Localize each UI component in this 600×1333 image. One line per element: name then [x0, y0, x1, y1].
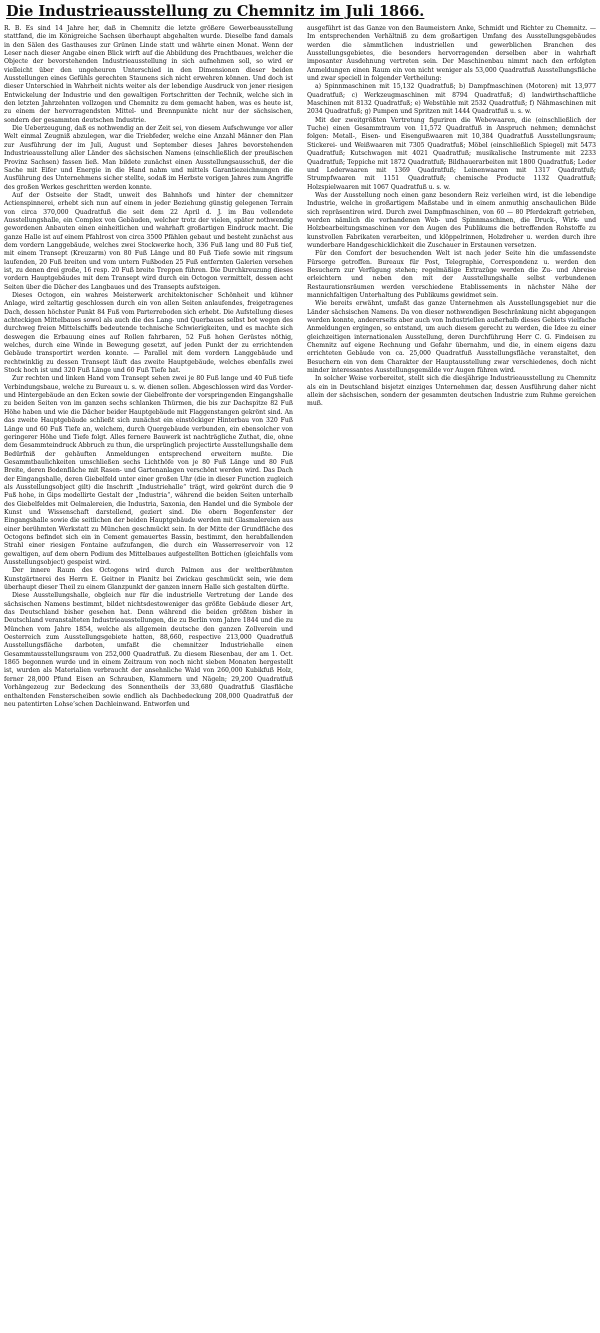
left-column	[4, 25, 293, 1329]
paragraph: Auf der Ostseite der Stadt, unweit des Bahnhofs und hinter der chemnitzer Actienspinnerei, erhebt sich nun auf einem in jeder Beziehung günstig gelegenen Terrain von circa 370,000 Quadratfuß die seit dem 22 April d. J. im Bau vollendete Ausstellungshalle, ein Complex von Gebäuden, welcher trotz der vielen, später nothwendig gewordenen Anbauten einen einheitlichen und wahrhaft großartigen Eindruck macht. Die ganze Halle ist auf einem Pfahlrost von circa 3500 Pfählen gebaut und besteht zunächst aus dem vordern Langgebäude, welches zwei Stockwerke hoch, 336 Fuß lang und 80 Fuß tief, mit einem Transept (Kreuzarm) von 80 Fuß Länge und 80 Fuß Tiefe sowie mit ringsum laufenden, 20 Fuß breiten und vom untern Fußboden 25 Fuß entfernten Galerien versehen ist, zu denen drei große, 16 resp. 20 Fuß breite Treppen führen. Die Durchkreuzung dieses vordern Hauptgebäudes mit dem Transept wird durch ein Octogon vermittelt, dessen acht Seiten über die Dächer des Langbaues und des Transepts aufsteigen.	[4, 191, 293, 291]
paragraph: Mit der zweitgrößten Vertretung figuriren die Webewaaren, die (einschließlich der Tuche) einen Gesammtraum von 11,572 Quadratfuß in Anspruch nehmen; demnächst folgen: Metall-, Eisen- und Eisengußwaaren mit 10,384 Quadratfuß Ausstellungsraum; Stickerei- und Weißwaaren mit 7305 Quadratfuß; Möbel (einschließlich Spiegel) mit 5473 Quadratfuß; Kutschwagen mit 4021 Quadratfuß; musikalische Instrumente mit 2233 Quadratfuß; Teppiche mit 1872 Quadratfuß; Bildhauerarbeiten mit 1800 Quadratfuß; Leder und Lederwaaren mit 1369 Quadratfuß; Leinenwaaren mit 1317 Quadratfuß; Strumpfwaaren mit 1151 Quadratfuß; chemische Producte 1132 Quadratfuß; Holzspielwaaren mit 1067 Quadratfuß u. s. w.	[307, 116, 596, 191]
paragraph: Diese Ausstellungshalle, obgleich nur für die industrielle Vertretung der Lande des sächsischen Namens bestimmt, bildet nichtsdestoweniger das größte Gebäude dieser Art, das Deutschland bisher gesehen hat. Denn während die beiden größten bisher in Deutschland veranstalteten Industrieausstellungen, die zu Berlin vom Jahre 1844 und die zu München vom Jahre 1854, welche als allgemein deutsche den ganzen Zollverein und Oesterreich zum Ausstellungsgebiete hatten, 88,660, respective 213,000 Quadratfuß Ausstellungsfläche darboten, umfaßt die chemnitzer Industriehalle einen Gesammtausstellungsraum von 252,000 Quadratfuß. Zu diesem Riesenbau, der am 1. Oct. 1865 begonnen wurde und in einem Zeitraum von noch nicht sieben Monaten hergestellt ist, wurden als Materialien verbraucht der ansehnliche Wald von 260,000 Kubikfuß Holz, ferner 28,000 Pfund Eisen an Schrauben, Klammern und Nägeln; 29,200 Quadratfuß Vorhängezeug zur Bedeckung des Sonnentheils der 33,680 Quadratfuß Glasfläche enthaltenden Fensterscheiben sowie endlich als Dachbedeckung 208,000 Quadratfuß der neu patentirten Lohse’schen Dachleinwand. Entworfen und	[4, 592, 293, 708]
paragraph: Der innere Raum des Octogons wird durch Palmen aus der weltberühmten Kunstgärtnerei des Herrn E. Geitner in Planitz bei Zwickau geschmückt sein, wie dem überhaupt dieser Theil zu einem Glanzpunkt der ganzen innern Halle sich gestalten dürfte.	[4, 567, 293, 592]
paragraph: Was der Ausstellung noch einen ganz besondern Reiz verleihen wird, ist die lebendige Industrie, welche in großartigem Maßstabe und in einem anmuthig anschaulichen Bilde sich repräsentiren wird. Durch zwei Dampfmaschinen, von 60 — 80 Pferdekraft getrieben, werden nämlich die vorhandenen Web- und Spinnmaschinen, die Druck-, Wirk- und Holzbearbeitungsmaschinen vor den Augen des Publikums die betreffenden Rohstoffe zu kunstvollen Fabrikaten verarbeiten, und klöppelrinnen, Holzdreher u. werden durch ihre wunderbare Handgeschicklichkeit die Zuschauer in Erstaunen versetzen.	[307, 191, 596, 249]
paragraph: R. B. Es sind 14 Jahre her, daß in Chemnitz die letzte größere Gewerbeausstellung stattfand, die im Königreiche Sachsen überhaupt abgehalten wurde. Dieselbe fand damals in den Sälen des Gasthauses zur Grünen Linde statt und währte einen Monat. Wenn der Leser nach dieser Angabe einen Blick wirft auf die Abbildung des Prachtbaues, welcher die Objecte der bevorstehenden Industrieausstellung in sich aufnehmen soll, so wird er vielleicht über den ungeheuren Unterschied in den Dimensionen dieser beiden Ausstellungen eines Gefühls gerechten Staunens sich nicht erwehren können. Und doch ist dieser Unterschied in Wahrheit nichts weiter als der lebendige Ausdruck von jener riesigen Entwickelung der Industrie und den gewaltigen Fortschritten der Technik, welche sich in den letzten Jahrzehnten vollzogen und Chemnitz zu dem gemacht haben, was es heute ist, zu einem der hervorragendsten Mittel- und Brennpunkte nicht nur der sächsischen, sondern der gesammten deutschen Industrie.	[4, 25, 293, 124]
paragraph: Dieses Octogon, ein wahres Meisterwerk architektonischer Schönheit und kühner Anlage, wird zeltartig geschlossen durch ein von allen Seiten anlaufendes, freigetragenes Dach, dessen höchster Punkt 84 Fuß vom Parterreboden sich erhebt. Die Aufstellung dieses achteckigen Mittelbaues sowol als auch die des Lang- und Querbaues selbst bot wegen des durchweg freien Mittelschiffs bedeutende technische Schwierigkeiten, und es machte sich deswegen die Erbauung eines auf Rollen fahrbaren, 52 Fuß hohen Gerüstes nöthig, welches, durch eine Winde in Bewegung gesetzt, auf jeden Punkt der zu errichtenden Gebäude transportirt werden konnte. — Parallel mit dem vordern Langgebäude und rechtwinklig zu dessen Transept läuft das zweite Hauptgebäude, welches ebenfalls zwei Stock hoch ist und 320 Fuß Länge und 60 Fuß Tiefe hat.	[4, 292, 293, 375]
article-body	[4, 25, 596, 1329]
paragraph: Zur rechten und linken Hand vom Transept sehen zwei je 80 Fuß lange und 40 Fuß tiefe Verbindungsbaue, welche zu Bureaux u. s. w. dienen sollen. Abgeschlossen wird das Vorder- und Hintergebäude an den Ecken sowie der Giebelfronte der vorspringenden Eingangshalle zu beiden Seiten von im ganzen sechs schlanken Thürmen, die bis zur Dachspitze 82 Fuß Höhe haben und wie die Dächer beider Hauptgebäude mit Flaggenstangen gekrönt sind. An das zweite Hauptgebäude schließt sich zunächst ein einstöckiger Hinterbau von 320 Fuß Länge und 60 Fuß Tiefe an, welchem, durch Quergebäude verbunden, ein ebensolcher von geringerer Höhe und Tiefe folgt. Alles fernere Bauwerk ist nachträgliche Zuthat, die, ohne dem Gesammteindruck Abbruch zu thun, die ursprünglich projectirte Ausstellungshalle dem Bedürfniß der gehäuften Anmeldungen entsprechend erweitern mußte. Die Gesammtbaulichkeiten umschließen sechs Lichthöfe von je 80 Fuß Länge und 80 Fuß Breite, deren Bodenfläche mit Rasen- und Gartenanlagen verschönt werden wird. Das Dach der Eingangshalle, deren Giebelfeld unter einer großen Uhr (die in dieser Function zugleich als Ausstellungsobject gilt) die Inschrift „Industriehalle“ trägt, wird gekrönt durch die 9 Fuß hohe, in Gips modellirte Gestalt der „Industria“, während die beiden Seiten unterhalb des Giebelfeldes mit Oelmalereien, die Industria, Saxonia, den Handel und die Symbole der Kunst und Wissenschaft darstellend, geziert sind. Die obern Bogenfenster der Eingangshalle sowie die seitlichen der beiden Hauptgebäude werden mit Glasmalereien aus einer berühmten Werkstatt zu München geschmückt sein. In der Mitte der Grundfläche des Octogons befindet sich ein in Cement gemauertes Bassin, bestimmt, den herabfallenden Strahl einer riesigen Fontaine aufzufangen, die durch ein Wasserreservoir von 12 gewaltigen, auf dem obern Podium des Mittelbaues aufgestellten Bottichen (gleichfalls vom Ausstellungsobject) gespeist wird.	[4, 375, 293, 566]
right-column	[307, 25, 596, 1329]
paragraph: Die Ueberzeugung, daß es nothwendig an der Zeit sei, von diesem Aufschwunge vor aller Welt einmal Zeugniß abzulegen, war die Triebfeder, welche eine Anzahl Männer den Plan zur Ausführung der im Juli, August und September dieses Jahres bevorstehenden Industrieausstellung aller Länder des sächsischen Namens (einschließlich der preußischen Provinz Sachsen) fassen ließ. Man bildete zunächst einen Ausstellungsausschuß, der die Sache mit Eifer und Energie in die Hand nahm und mittels Garantiezeichnungen die Ausführung des Unternehmens sicher stellte, sodaß im Herbste vorigen Jahres zum Angriffe des großen Werkes geschritten werden konnte.	[4, 125, 293, 191]
paragraph: a) Spinnmaschinen mit 15,132 Quadratfuß; b) Dampfmaschinen (Motoren) mit 13,977 Quadratfuß; c) Werkzeugmaschinen mit 8794 Quadratfuß; d) landwirthschaftliche Maschinen mit 8132 Quadratfuß; e) Webstühle mit 2532 Quadratfuß; f) Nähmaschinen mit 2034 Quadratfuß; g) Pumpen und Spritzen mit 1444 Quadratfuß u. s. w.	[307, 83, 596, 116]
paragraph: Für den Comfort der besuchenden Welt ist nach jeder Seite hin die umfassendste Fürsorge getroffen. Bureaux für Post, Telegraphie, Correspondenz u. werden den Besuchern zur Verfügung stehen; regelmäßige Extrazüge werden die Zu- und Abreise erleichtern und neben den mit der Ausstellungshalle selbst verbundenen Restaurationsräumen werden verschiedene Etablissements in nächster Nähe der mannichfaltigen Unterhaltung des Publikums gewidmet sein.	[307, 250, 596, 299]
article-title: Die Industrieausstellung zu Chemnitz im Juli 1866.	[6, 3, 425, 20]
paragraph: Wie bereits erwähnt, umfaßt das ganze Unternehmen als Ausstellungsgebiet nur die Länder sächsischen Namens. Da von dieser nothwendigen Beschränkung nicht abgegangen werden konnte, andererseits aber auch von Industriellen außerhalb dieses Gebiets vielfache Anmeldungen ergingen, so entstand, um auch diesem gerecht zu werden, die Idee zu einer gleichzeitigen internationalen Ausstellung, deren Durchführung Herr C. G. Findeisen zu Chemnitz auf eigene Rechnung und Gefahr übernahm, und die, in einem eigens dazu errichteten Gebäude von ca. 25,000 Quadratfuß Ausstellungsfläche veranstaltet, den Besuchern ein von dem Charakter der Hauptausstellung zwar verschiedenes, doch nicht minder interessantes Ausstellungsgemälde vor Augen führen wird.	[307, 300, 596, 375]
newspaper-page	[4, 3, 596, 1329]
paragraph: ausgeführt ist das Ganze von den Baumeistern Anke, Schmidt und Richter zu Chemnitz. — Im entsprechenden Verhältniß zu dem großartigen Umfang des Ausstellungsgebäudes werden die sämmtlichen industriellen und gewerblichen Branchen des Ausstellungsgebietes, die besonders hervorragenden derselben aber in wahrhaft imposanter Ausdehnung vertreten sein. Der Maschinenbau nimmt nach den erfolgten Anmeldungen einen Raum ein von nicht weniger als 53,000 Quadratfuß Ausstellungsfläche und zwar speciell in folgender Vertheilung:	[307, 25, 596, 83]
paragraph: In solcher Weise vorbereitet, stellt sich die diesjährige Industrieausstellung zu Chemnitz als ein in Deutschland bisjetzt einziges Unternehmen dar, dessen Ausführung daher nicht allein der sächsischen, sondern der gesammten deutschen Industrie zum Ruhme gereichen muß.	[307, 375, 596, 408]
